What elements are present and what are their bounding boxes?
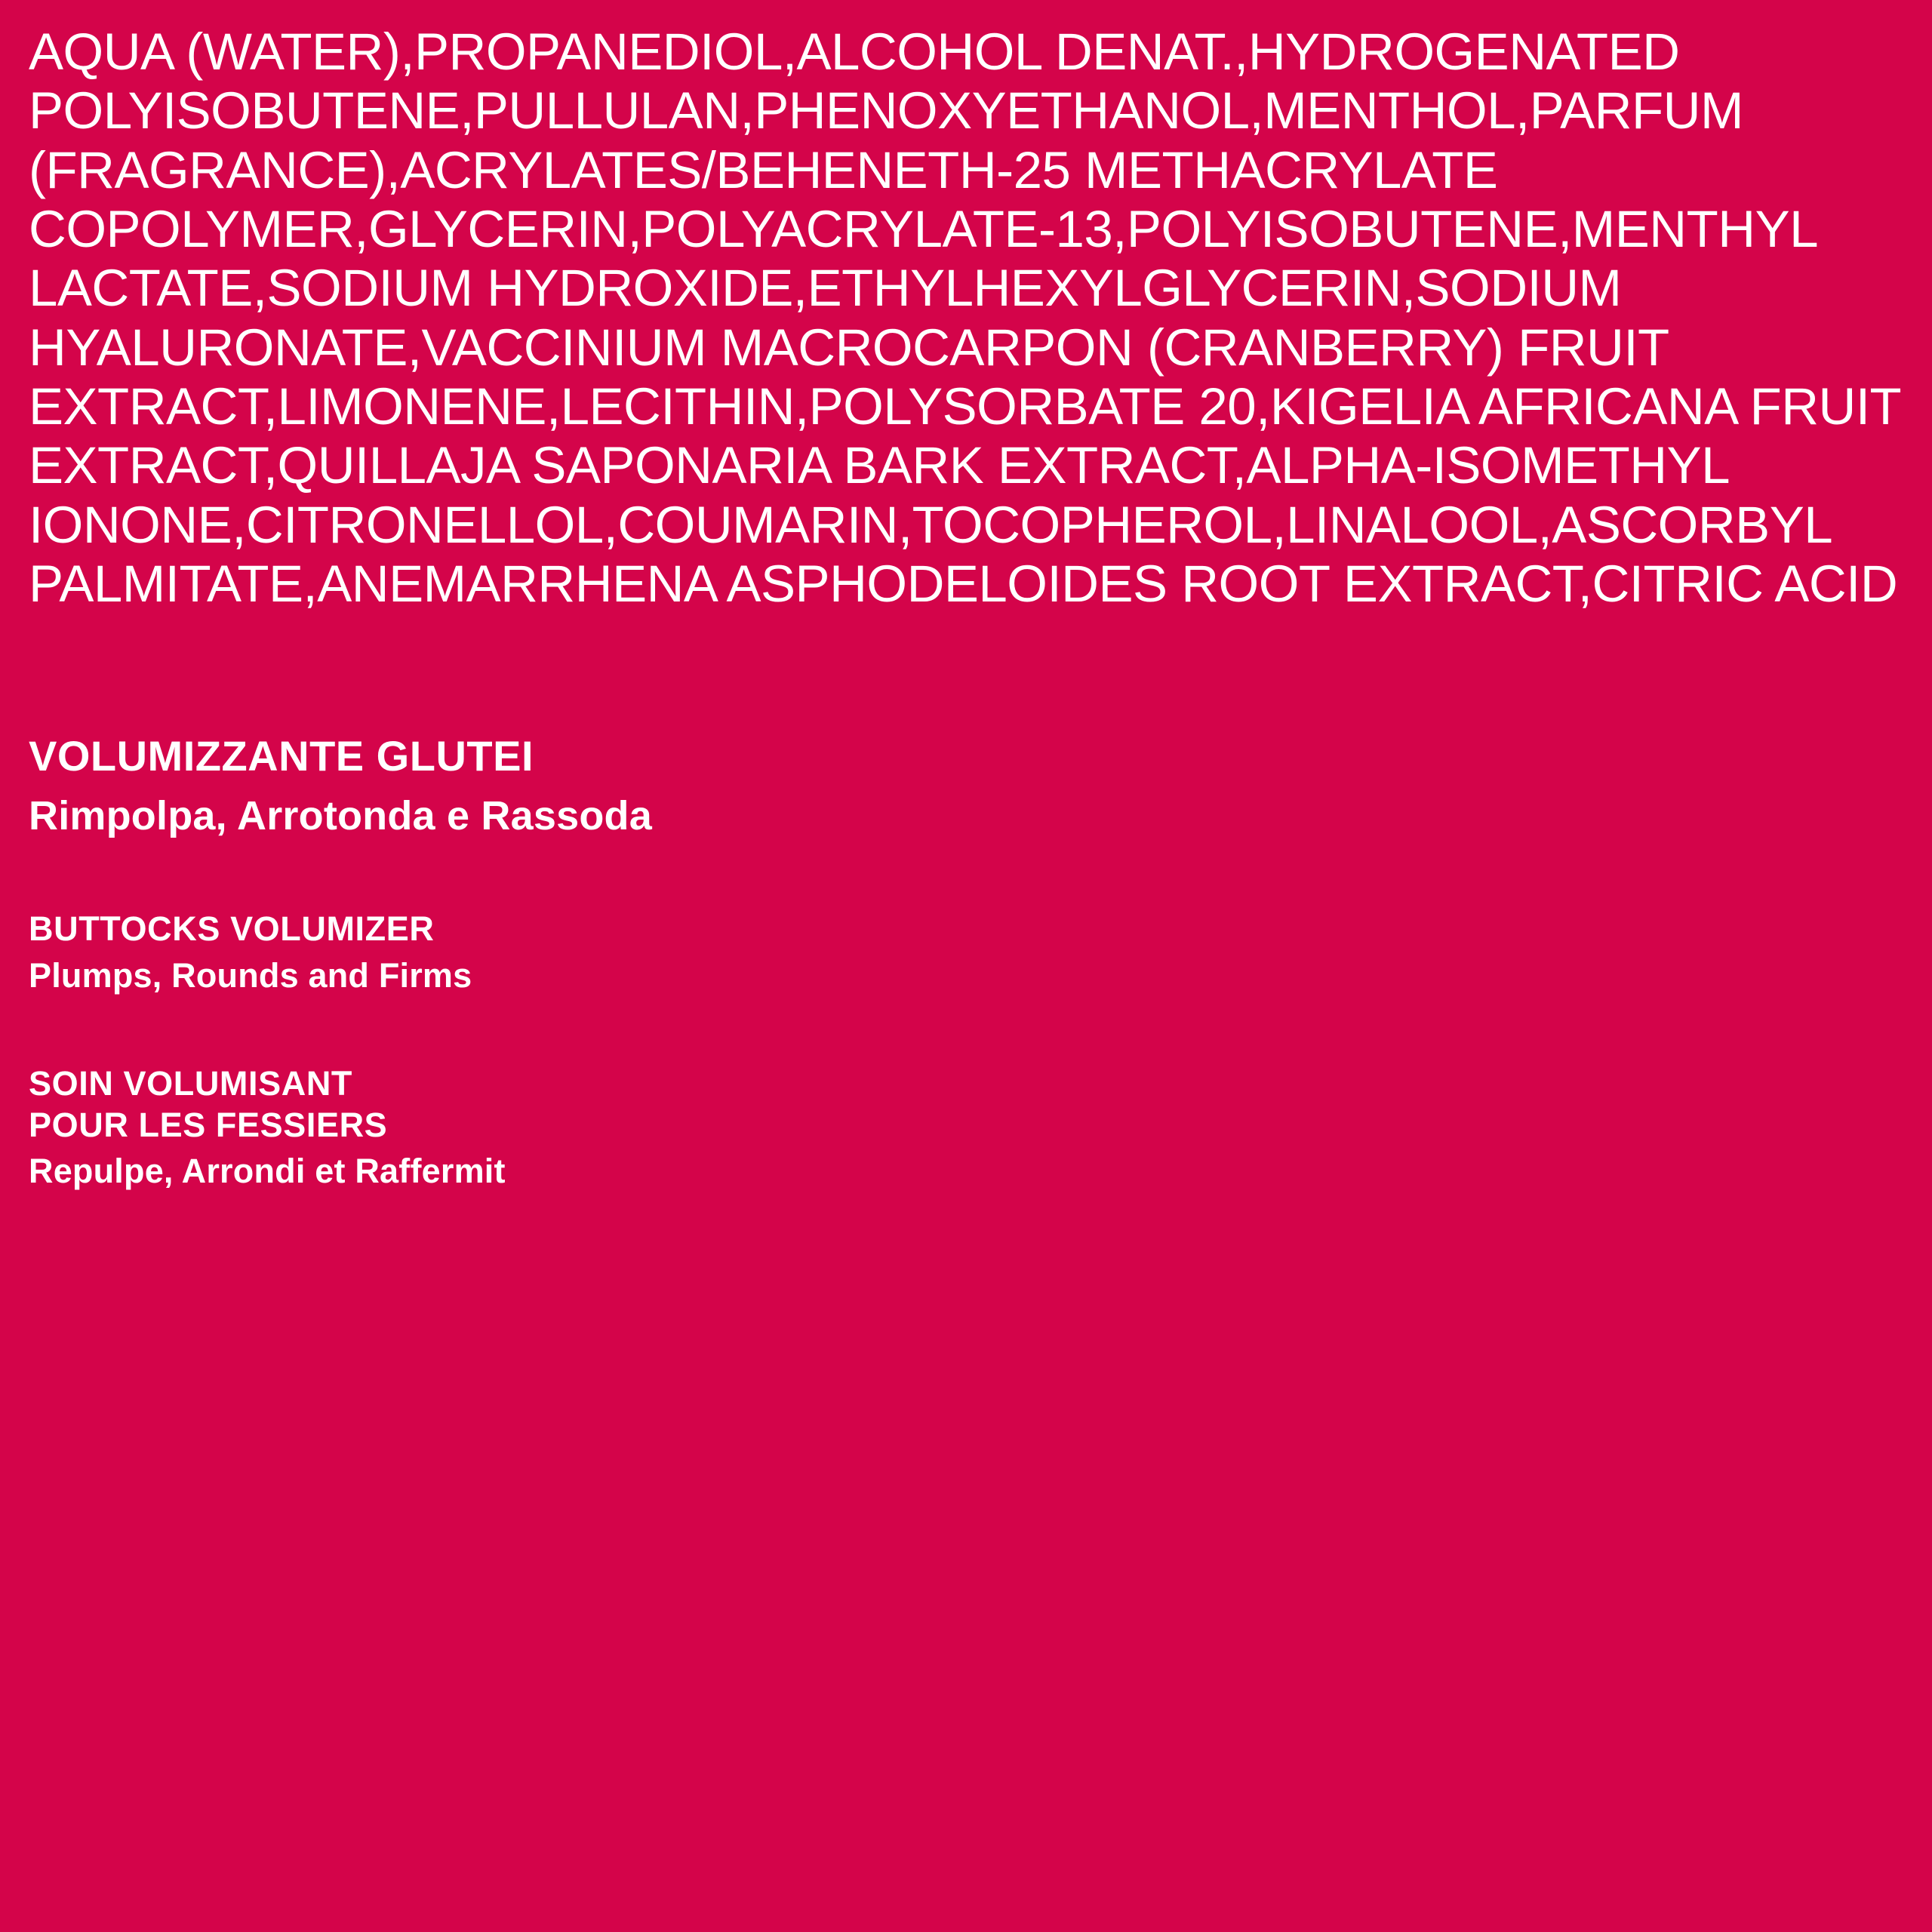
claim-subtitle-french: Repulpe, Arrondi et Raffermit xyxy=(29,1152,506,1191)
claim-block-french xyxy=(29,1063,1917,1193)
claim-title-french xyxy=(29,1063,1917,1146)
claim-title-french-line-2: POUR LES FESSIERS xyxy=(29,1105,388,1144)
claim-block-italian xyxy=(29,731,1917,842)
claims-section xyxy=(29,731,1917,1192)
ingredient-list: AQUA (WATER),PROPANEDIOL,ALCOHOL DENAT.,HYDROGENATED POLYISOBUTENE,PULLULAN,PHENOXYETHANOL,MENTHOL,PARFUM (FRAGRANCE),ACRYLATES/BEHENETH-25 METHACRYLATE COPOLYMER,GLYCERIN,POLYACRYLATE-13,POLYISOBUTENE,MENTHYL LACTATE,SODIUM HYDROXIDE,ETHYLHEXYLGLYCERIN,SODIUM HYALURONATE,VACCINIUM MACROCARPON (CRANBERRY) FRUIT EXTRACT,LIMONENE,LECITHIN,POLYSORBATE 20,KIGELIA AFRICANA FRUIT EXTRACT,QUILLAJA SAPONARIA BARK EXTRACT,ALPHA-ISOMETHYL IONONE,CITRONELLOL,COUMARIN,TOCOPHEROL,LINALOOL,ASCORBYL PALMITATE,ANEMARRHENA ASPHODELOIDES ROOT EXTRACT,CITRIC ACID xyxy=(29,23,1900,613)
claim-title-french-line-1: SOIN VOLUMISANT xyxy=(29,1063,353,1103)
claim-title-english: BUTTOCKS VOLUMIZER xyxy=(29,909,435,948)
claim-block-english xyxy=(29,909,1917,997)
claim-subtitle-italian: Rimpolpa, Arrotonda e Rassoda xyxy=(29,793,652,839)
claim-title-italian: VOLUMIZZANTE GLUTEI xyxy=(29,732,534,780)
claim-subtitle-english: Plumps, Rounds and Firms xyxy=(29,955,472,995)
